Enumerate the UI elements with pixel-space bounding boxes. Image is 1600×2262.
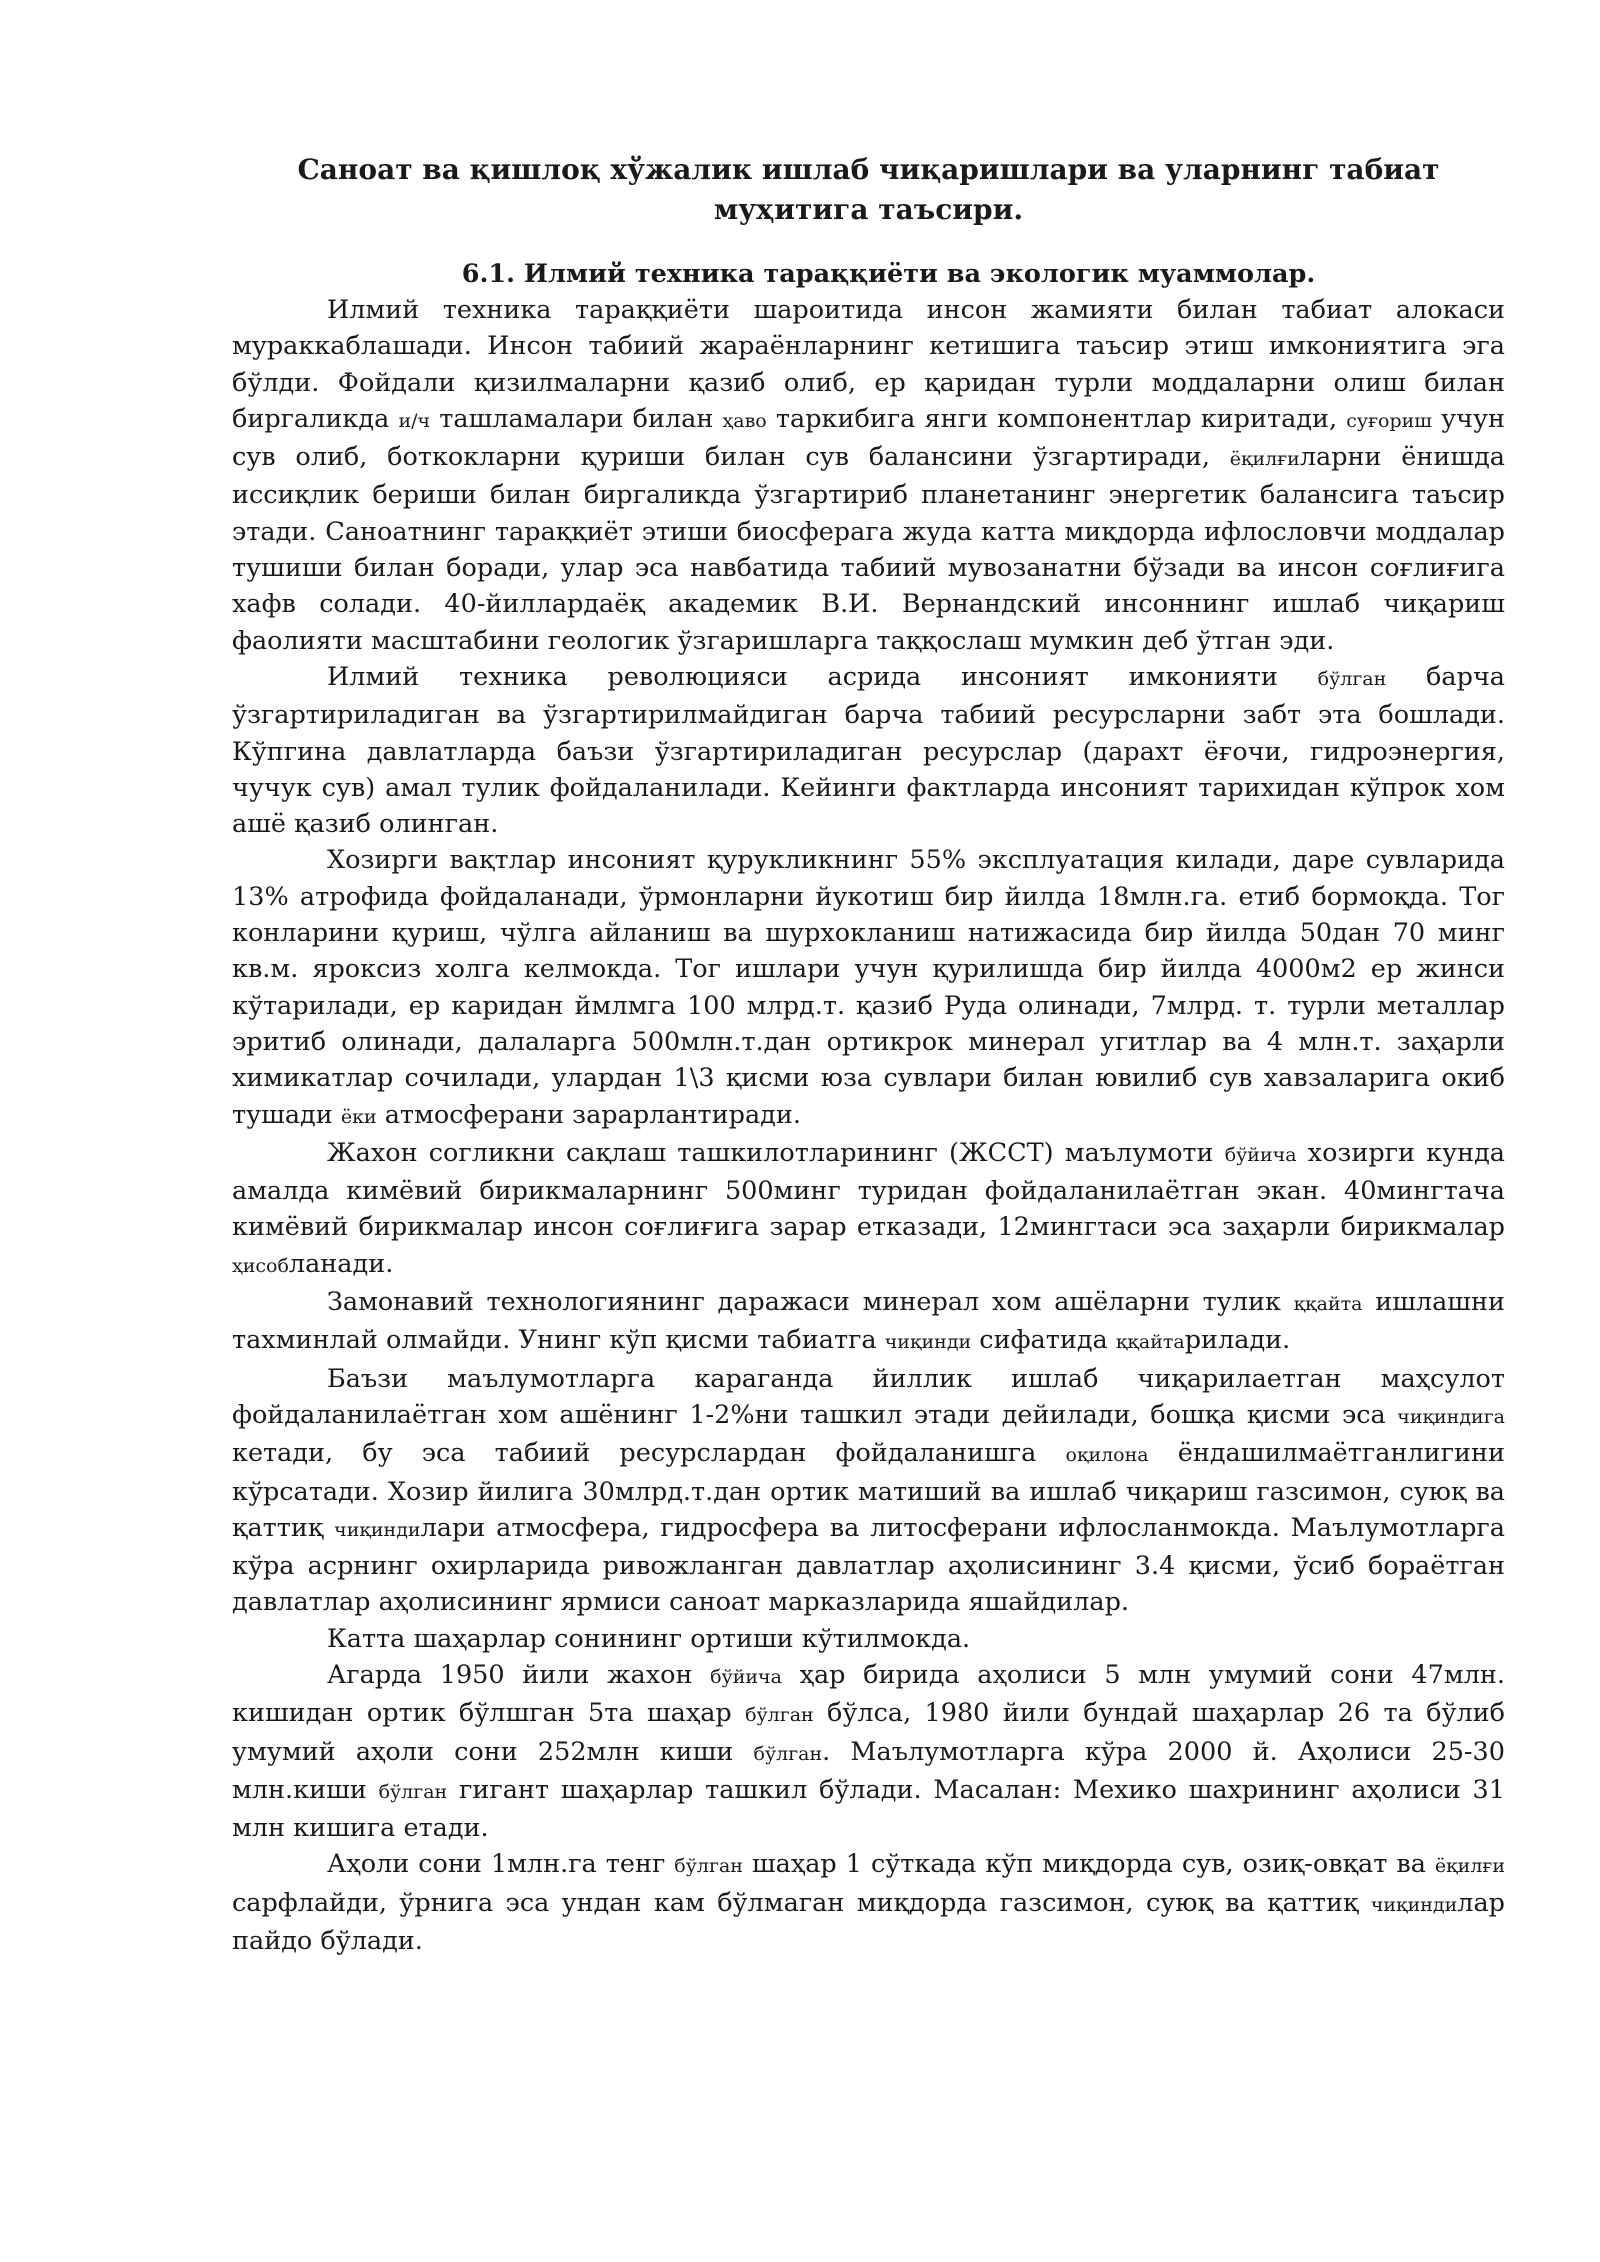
text-run: ёндашилмаётганлигини кўрсатади. Хозир йилига 30млрд.т.дан ортик матиший ва ишлаб чиқариш газсимон, суюқ ва қаттиқ (232, 1438, 1505, 1543)
paragraph (232, 1846, 1505, 1959)
text-run: атмосферани зарарлантиради. (376, 1099, 801, 1130)
text-run: Жахон согликни сақлаш ташкилотларининг (ЖССТ) маълумоти (327, 1137, 1225, 1168)
text-run: чиқинди (884, 1331, 972, 1354)
text-run: бўлган (378, 1780, 448, 1803)
text-run: таркибига янги компонентлар киритади, (766, 403, 1347, 434)
text-run: бўйича (710, 1665, 782, 1688)
text-run: ҳисоб (232, 1254, 289, 1277)
text-run: бўйича (1224, 1143, 1297, 1166)
text-run: ташламалари билан (430, 403, 723, 434)
text-run: Илмий техника революцияси асрида инсоният имконияти (327, 661, 1318, 692)
text-run: чиқинди (334, 1518, 421, 1541)
text-run: ҳаво (722, 409, 767, 432)
body-text (232, 292, 1505, 1959)
paragraph (232, 1284, 1505, 1361)
text-run: и/ч (398, 409, 431, 432)
text-run: бўлган (753, 1742, 823, 1765)
text-run: бўлган (1317, 667, 1387, 690)
text-run: суғориш (1346, 409, 1432, 432)
text-run: рилади. (1184, 1325, 1291, 1356)
text-run: бўлган (674, 1855, 743, 1878)
text-run: лар пайдо бўлади. (232, 1887, 1505, 1957)
text-run: Замонавий технологиянинг даражаси минерал хом ашёларни тулик (327, 1287, 1294, 1318)
text-run: ёқилғи (1434, 1855, 1506, 1878)
text-run: ланади. (288, 1248, 394, 1279)
paragraph (232, 292, 1505, 659)
text-run: ёки (340, 1105, 377, 1128)
text-run: ларни ёнишда иссиқлик бериши билан биргаликда ўзгартириб планетанинг энергетик балансига таъсир этади. Саноатнинг тараққиёт этиши биосферага жуда катта миқдорда ифлословчи моддалар тушиши билан боради, улар эса навбатида табиий мувозанатни бўзади ва инсон соғлиғига хафв солади. 40-йиллардаёқ академик В.И. Вернандский инсоннинг ишлаб чиқариш фаолияти масштабини геологик ўзгаришларга таққослаш мумкин деб ўтган эди. (232, 442, 1505, 656)
text-run: хозирги кунда амалда кимёвий бирикмаларнинг 500минг туридан фойдаланилаётган экан. 40мингтача кимёвий бирикмалар инсон соғлиғига зарар етказади, 12мингтаси эса заҳарли бирикмалар (232, 1137, 1505, 1243)
paragraph (232, 1361, 1505, 1621)
paragraph (232, 659, 1505, 842)
text-run: чиқинди (1370, 1893, 1458, 1916)
text-run: ққайта (1293, 1293, 1363, 1316)
text-run: ишлашни тахминлай олмайди. Унинг кўп қисми табиатга (232, 1287, 1505, 1356)
paragraph (232, 1135, 1505, 1284)
text-run: чиқиндига (1397, 1405, 1505, 1428)
text-run: Баъзи маълумотларга караганда йиллик ишлаб чиқарилаетган маҳсулот фойдаланилаётган хом ашёнинг 1-2%ни ташкил этади дейилади, бошқа қисми эса (232, 1363, 1505, 1430)
text-run: бўлган (745, 1704, 814, 1727)
text-run: сифатида (971, 1325, 1116, 1356)
text-run: Хозирги вақтлар инсоният қурукликнинг 55% эксплуатация килади, даре сувларида 13% атрофида фойдаланади, ўрмонларни йукотиш бир йилда 18млн.га. етиб бормоқда. Тог конларини қуриш, чўлга айланиш ва шурхокланиш натижасида бир йилда 50дан 70 минг кв.м. яроксиз холга келмокда. Тог ишлари учун қурилишда бир йилда 4000м2 ер жинси кўтарилади, ер каридан ймлмга 100 млрд.т. қазиб Руда олинади, 7млрд. т. турли металлар эритиб олинади, далаларга 500млн.т.дан ортикрок минерал угитлар ва 4 млн.т. заҳарли химикатлар сочилади, улардан 1\3 қисми юза сувлари билан ювилиб сув хавзаларига окиб тушади (232, 845, 1505, 1130)
paragraph (232, 1621, 1505, 1657)
paragraph (232, 842, 1505, 1134)
text-run: оқилона (1065, 1444, 1149, 1467)
section-heading: 6.1. Илмий техника тараққиёти ва экологик муаммолар. (461, 259, 1316, 289)
text-run: бўлса, 1980 йили бундай шаҳарлар 26 та бўлиб умумий аҳоли сони 252млн киши (232, 1698, 1506, 1767)
text-run: учун сув олиб, боткокларни қуриши билан сув балансини ўзгартиради, (232, 403, 1506, 473)
text-run: Аҳоли сони 1млн.га тенг (327, 1849, 675, 1880)
document-page (232, 150, 1505, 1959)
text-run: Илмий техника тараққиёти шароитида инсон жамияти билан табиат алокаси мураккаблашади. Инсон табиий жараёнларнинг кетишига таъсир этиш имкониятига эга бўлди. Фойдали қизилмаларни қазиб олиб, ер қаридан турли моддаларни олиш билан биргаликда (232, 295, 1505, 434)
text-run: кетади, бу эса табиий ресурслардан фойдаланишга (232, 1438, 1066, 1469)
text-run: лари атмосфера, гидросфера ва литосферани ифлосланмокда. Маълумотларга кўра асрнинг охирларида ривожланган давлатлар аҳолисининг 3.4 қисми, ўсиб бораётган давлатлар аҳолисининг ярмиси саноат марказларида яшайдилар. (232, 1512, 1505, 1618)
text-run: барча ўзгартириладиган ва ўзгартирилмайдиган барча табиий ресурсларни забт эта бошлади. Кўпгина давлатларда баъзи ўзгартириладиган ресурслар (дарахт ёғочи, гидроэнергия, чучук сув) амал тулик фойдаланилади. Кейинги фактларда инсоният тарихидан кўпрок хом ашё қазиб олинган. (232, 661, 1505, 840)
paragraph (232, 1657, 1505, 1846)
page-title: Саноат ва қишлоқ хўжалик ишлаб чиқаришлари ва уларнинг табиат муҳитига таъсири. (297, 153, 1440, 226)
text-run: Агарда 1950 йили жахон (327, 1659, 711, 1690)
text-run: шаҳар 1 сўткада кўп миқдорда сув, озиқ-овқат ва (742, 1849, 1435, 1880)
text-run: гигант шаҳарлар ташкил бўлади. Масалан: Мехико шахрининг аҳолиси 31 млн кишига етади. (232, 1774, 1505, 1844)
text-run: сарфлайди, ўрнига эса ундан кам бўлмаган миқдорда газсимон, суюқ ва қаттиқ (232, 1887, 1371, 1918)
text-run: ққайта (1115, 1331, 1185, 1354)
text-run: Катта шаҳарлар сонининг ортиши кўтилмокда. (327, 1623, 971, 1654)
text-run: ёқилғи (1229, 448, 1300, 471)
text-run: . Маълумотларга кўра 2000 й. Аҳолиси 25-30 млн.киши (232, 1736, 1506, 1805)
text-run: ҳар бирида аҳолиси 5 млн умумий сони 47млн. кишидан ортик бўлшган 5та шаҳар (232, 1659, 1505, 1729)
